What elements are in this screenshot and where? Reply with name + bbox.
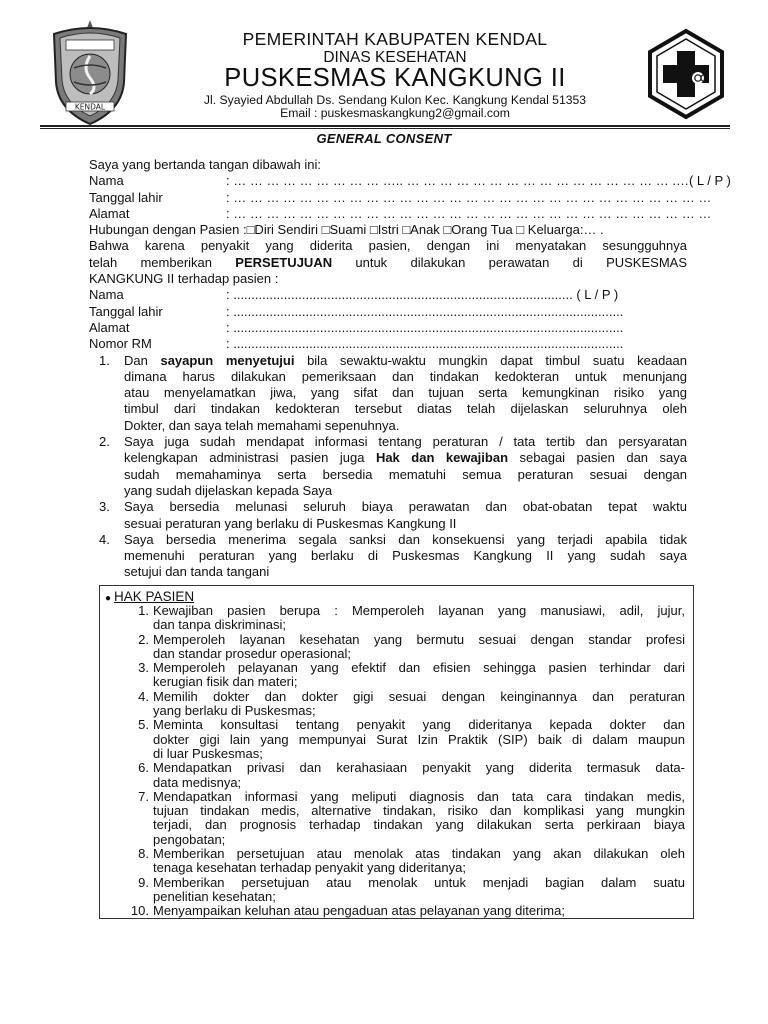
header-institution: PUSKESMAS KANGKUNG II bbox=[224, 64, 566, 92]
consent-body bbox=[89, 157, 731, 581]
patient-right-item bbox=[130, 904, 685, 918]
patient-right-text: terjadi, dan prognosis terhadap tindakan yang dilakukan serta perkiraan biaya bbox=[153, 817, 685, 833]
patient-right-text: Meminta konsultasi tentang penyakit yang dideritanya kepada dokter dan bbox=[153, 717, 685, 733]
identity-blank: : … … … … … … … … … … … … … … … … … … … … … … … … … … … … … bbox=[226, 205, 712, 221]
consent-point: 1. Dan sayapun menyetujui bila sewaktu-waktu mungkin dapat timbul suatu keadaan dimana harus dilakukan pemeriksaan dan tindakan kedokteran untuk menunjang atau menyelamatkan jiwa, yang sifat dan tujuan serta kemungkinan risiko yang timbul dari tindakan kedokteran tersebut diatas telah dijelaskan seluruhnya oleh Dokter, dan saya telah memahami sepenuhnya. bbox=[99, 352, 687, 433]
header-government: PEMERINTAH KABUPATEN KENDAL bbox=[242, 29, 548, 49]
patient-blank: : ............................................................................................................ bbox=[226, 319, 624, 335]
patient-right-item bbox=[130, 876, 685, 905]
patient-right-item bbox=[130, 690, 685, 719]
patient-right-item bbox=[130, 718, 685, 761]
identity-label: Tanggal lahir bbox=[89, 189, 163, 205]
patient-right-text: di luar Puskesmas; bbox=[153, 745, 263, 761]
patient-rights-title: ● HAK PASIEN bbox=[105, 589, 195, 604]
consent-point: 4. Saya bersedia menerima segala sanksi dan konsekuensi yang terjadi apabila tidak memenuhi peraturan yang berlaku di Puskesmas Kangkung II yang sudah saya setujui dan tanda tangani bbox=[99, 531, 687, 580]
patient-blank: : ............................................................................................................ bbox=[226, 336, 624, 352]
patient-right-text: kerugian fisik dan materi; bbox=[153, 674, 298, 690]
consent-point: 2. Saya juga sudah mendapat informasi tentang peraturan / tata tertib dan persyaratan kelengkapan administrasi pasien juga Hak dan kewajiban sebagai pasien dan saya sudah memahaminya serta bersedia mematuhi semua peraturan sesuai dengan yang sudah dijelaskan kepada Saya bbox=[99, 434, 687, 498]
patient-right-text: Memperoleh pelayanan yang efektif dan efisien sehingga pasien terhindar dari bbox=[153, 660, 685, 676]
consent-point: 3. Saya bersedia melunasi seluruh biaya perawatan dan obat-obatan tepat waktu sesuai peraturan yang berlaku di Puskesmas Kangkung II bbox=[99, 499, 687, 531]
patient-right-text: Kewajiban pasien berupa : Memperoleh layanan yang manusiawi, adil, jujur, bbox=[153, 603, 685, 618]
header-address: Jl. Syayied Abdullah Ds. Sendang Kulon Kec. Kangkung Kendal 51353 bbox=[203, 93, 587, 107]
patient-right-item bbox=[130, 604, 685, 633]
header-email: Email : puskesmaskangkung2@gmail.com bbox=[280, 106, 510, 120]
patient-row-name bbox=[89, 287, 687, 303]
patient-right-text: penelitian kesehatan; bbox=[153, 888, 276, 904]
patient-row-birthdate bbox=[89, 304, 687, 320]
kendal-regency-seal-icon bbox=[44, 18, 136, 128]
patient-right-text: dokter gigi lain yang mempunyai Surat Izin Praktik (SIP) baik di dalam maupun bbox=[153, 731, 685, 747]
header-department: DINAS KESEHATAN bbox=[323, 49, 467, 66]
patient-right-number: 2. bbox=[138, 631, 149, 647]
patient-right-number: 7. bbox=[138, 788, 149, 804]
patient-blank: : ............................................................................................................ bbox=[226, 303, 624, 319]
patient-rights-list bbox=[130, 604, 685, 919]
patient-row-record-number bbox=[89, 336, 687, 352]
patient-right-text: Menyampaikan keluhan atau pengaduan atas pelayanan yang diterima; bbox=[153, 903, 565, 919]
patient-right-number: 9. bbox=[138, 874, 149, 890]
patient-row-address bbox=[89, 320, 687, 336]
identity-blank: : … … … … … … … … … ….. … … … … … … … … … … … … … … … … .…( L / P ) bbox=[226, 173, 731, 189]
document-title: GENERAL CONSENT bbox=[316, 131, 452, 146]
patient-label: Nama bbox=[89, 287, 124, 303]
identity-label: Alamat bbox=[89, 205, 130, 221]
statement-line: telah memberikan PERSETUJUAN untuk dilakukan perawatan di PUSKESMAS bbox=[89, 254, 687, 270]
patient-label: Nomor RM bbox=[89, 336, 152, 352]
patient-right-number: 5. bbox=[138, 717, 149, 733]
patient-right-text: Mendapatkan informasi yang meliputi diagnosis dan tata cara tindakan medis, bbox=[153, 788, 685, 804]
patient-right-number: 3. bbox=[138, 660, 149, 676]
patient-right-text: pengobatan; bbox=[153, 831, 226, 847]
patient-right-text: Memilih dokter dan dokter gigi sesuai dengan keinginannya dan peraturan bbox=[153, 688, 685, 704]
puskesmas-cross-logo-icon bbox=[646, 28, 726, 120]
patient-right-item bbox=[130, 661, 685, 690]
patient-right-item bbox=[130, 633, 685, 662]
patient-right-text: yang berlaku di Puskesmas; bbox=[153, 703, 316, 719]
patient-right-text: tenaga kesehatan terhadap penyakit yang dideritanya; bbox=[153, 860, 466, 876]
patient-right-text: tujuan tindakan medis, alternative tindakan, risiko dan komplikasi yang mungkin bbox=[153, 803, 685, 819]
patient-right-number: 8. bbox=[138, 846, 149, 862]
identity-row-birthdate bbox=[89, 189, 712, 206]
patient-label: Tanggal lahir bbox=[89, 303, 163, 319]
seal-text: KENDAL bbox=[74, 102, 106, 112]
identity-label: Nama bbox=[89, 173, 124, 189]
consent-points bbox=[89, 353, 687, 581]
relationship-line: Hubungan dengan Pasien :□Diri Sendiri □Suami □Istri □Anak □Orang Tua □ Keluarga:… . bbox=[89, 222, 604, 238]
patient-right-number: 1. bbox=[138, 603, 149, 618]
intro-text: Saya yang bertanda tangan dibawah ini: bbox=[89, 157, 322, 172]
patient-right-number: 10. bbox=[130, 903, 149, 919]
patient-right-item bbox=[130, 847, 685, 876]
patient-label: Alamat bbox=[89, 319, 130, 335]
patient-blank: : .............................................................................................. ( L / P ) bbox=[226, 287, 619, 303]
patient-rights-box bbox=[99, 585, 694, 919]
patient-right-number: 6. bbox=[138, 760, 149, 776]
patient-right-number: 4. bbox=[138, 688, 149, 704]
patient-right-text: Memperoleh layanan kesehatan yang bermutu sesuai dengan standar profesi bbox=[153, 631, 685, 647]
patient-right-text: Mendapatkan privasi dan kerahasiaan penyakit yang diderita termasuk data- bbox=[153, 760, 685, 776]
consent-keyword: PERSETUJUAN bbox=[235, 254, 333, 270]
statement-line: Bahwa karena penyakit yang diderita pasien, dengan ini menyatakan sesungguhnya bbox=[89, 238, 687, 254]
patient-right-text: Memberikan persetujuan atau menolak atas tindakan yang akan dilakukan oleh bbox=[153, 846, 685, 862]
bullet-icon: ● bbox=[105, 593, 112, 604]
patient-right-text: Memberikan persetujuan atau menolak untuk menjadi bagian dalam suatu bbox=[153, 874, 685, 890]
patient-right-item bbox=[130, 761, 685, 790]
header-divider-thick bbox=[40, 125, 730, 127]
patient-right-text: dan tanpa diskriminasi; bbox=[153, 617, 286, 633]
header-divider-thin bbox=[40, 128, 730, 129]
identity-blank: : … … … … … … … … … … … … … … … … … … … … … … … … … … … … … bbox=[226, 189, 712, 205]
patient-right-item bbox=[130, 790, 685, 847]
identity-row-address bbox=[89, 205, 712, 222]
patient-right-text: dan standar prosedur operasional; bbox=[153, 645, 352, 661]
statement-line: KANGKUNG II terhadap pasien : bbox=[89, 271, 279, 287]
patient-right-text: data medisnya; bbox=[153, 774, 242, 790]
identity-row-name bbox=[89, 173, 731, 189]
